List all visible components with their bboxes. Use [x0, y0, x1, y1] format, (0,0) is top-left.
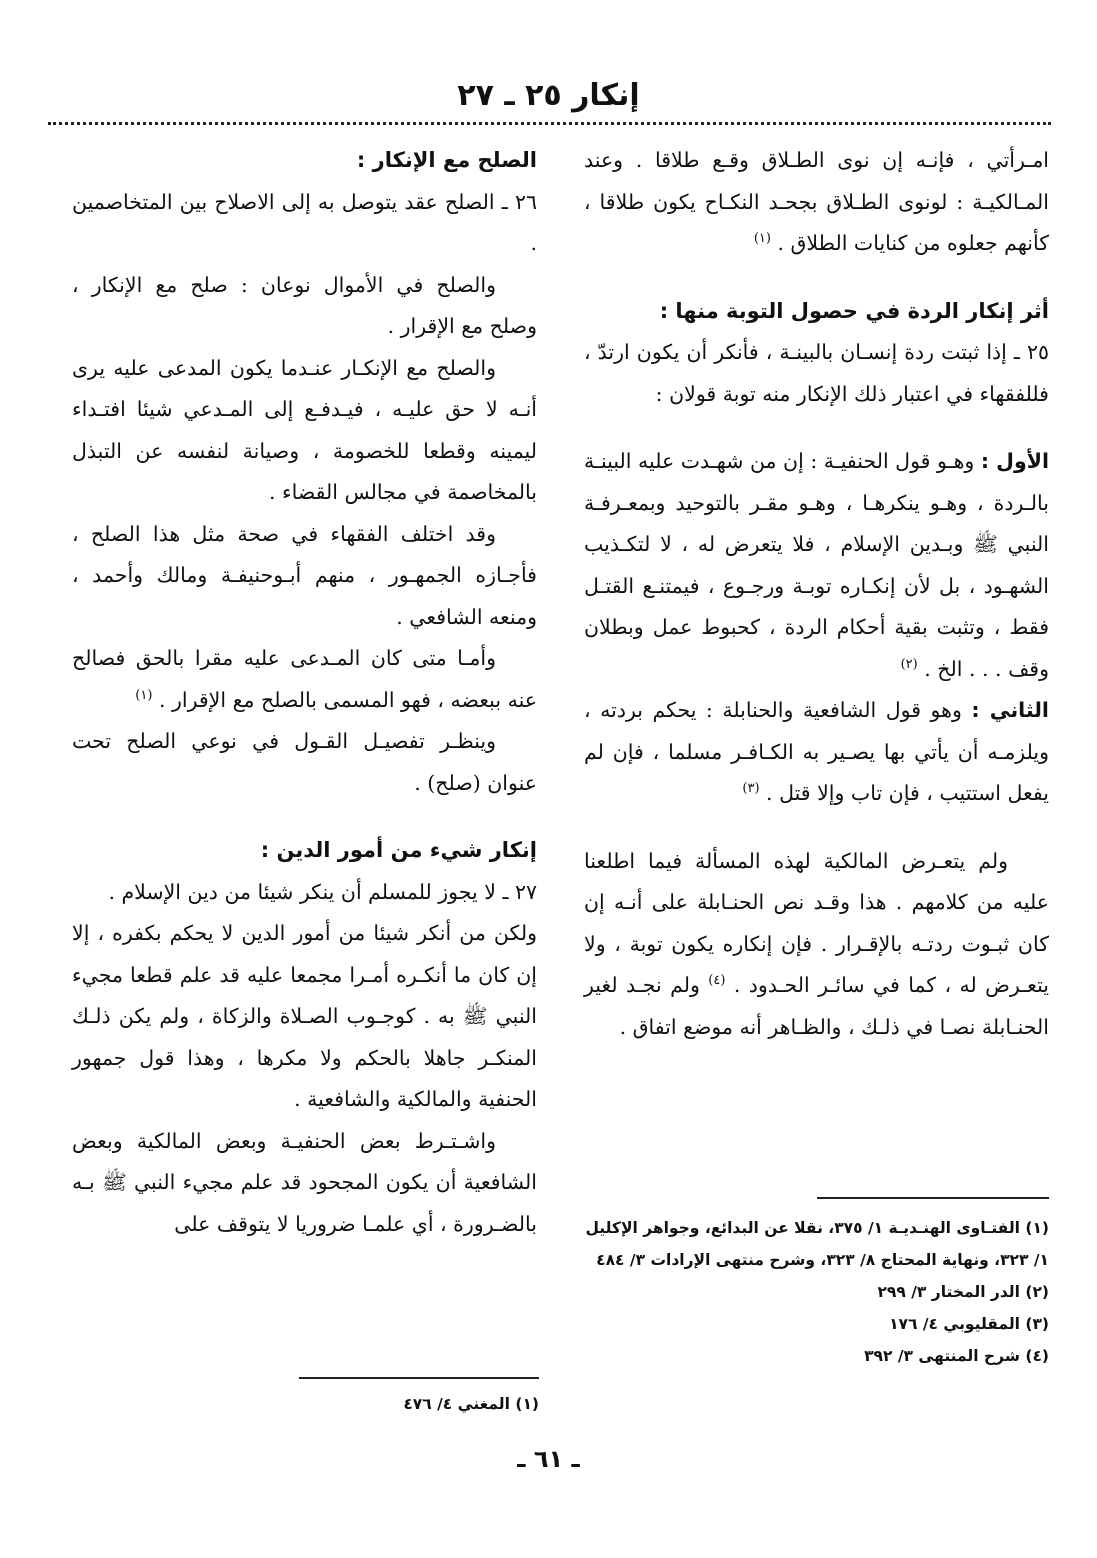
section-heading: الصلح مع الإنكار :: [356, 148, 537, 172]
footnote-ref: (١): [135, 687, 153, 703]
paragraph: [584, 841, 1049, 1049]
footnote: (٢) الدر المختار ٣/ ٢٩٩: [877, 1283, 1049, 1301]
opinion-label: الثاني :: [971, 698, 1049, 722]
paragraph: واشـتـرط بعض الحنفيـة وبعض المالكية وبعض الشافعية أن يكون المجحود قد علم مجيء النبي ﷺ بـه بالضـرورة ، أي علمـا ضروريا لا يتوقف على: [72, 1128, 537, 1236]
page-number: ـ ٦١ ـ: [517, 1445, 580, 1473]
paragraph: [72, 638, 537, 721]
paragraph-text: ولم يتعـرض المالكية لهذه المسألة فيما اطلعنا عليه من كلامهم . هذا وقـد نص الحنـابلة على أنـه إن كان ثبـوت ردتـه بالإقـرار . فإن إنكاره يكون توبة ، ولا يتعـرض له ، كما في سائـر الحـدود .: [584, 848, 1049, 997]
footnote-rule: [299, 1377, 539, 1379]
paragraph: [584, 441, 1049, 690]
paragraph: [584, 140, 1049, 265]
footnote-ref: (١): [753, 231, 771, 247]
footnote: (١) الفتـاوى الهنـديـة ١/ ٣٧٥، نقلا عن البدائع، وجواهر الإكليل ١/ ٣٢٣، ونهاية المحتاج ٨/ ٣٢٣، وشرح منتهى الإرادات ٣/ ٤٨٤: [585, 1219, 1049, 1269]
footnotes-right: [579, 1212, 1049, 1372]
paragraph: ٢٧ ـ لا يجوز للمسلم أن ينكر شيئا من دين الإسلام .: [108, 879, 537, 904]
paragraph: ولكن من أنكر شيئا من أمور الدين لا يحكم بكفره ، إلا إن كان ما أنكـره أمـرا مجمعا عليه قد علم قطعا مجيء النبي ﷺ به . كوجـوب الصـلاة والزكاة ، ولم يكن ذلـك المنكـر جاهلا بالحكم ولا مكرها ، وهذا قول جمهور الحنفية والمالكية والشافعية .: [72, 921, 537, 1111]
footnotes-left: [69, 1388, 539, 1420]
paragraph: والصلح في الأموال نوعان : صلح مع الإنكار ، وصلح مع الإقرار .: [72, 272, 537, 338]
paragraph-text: وأمـا متى كان المـدعى عليه مقرا بالحق فصالح عنه ببعضه ، فهو المسمى بالصلح مع الإقرار .: [72, 646, 537, 712]
footnote: (٣) المقليوبي ٤/ ١٧٦: [889, 1315, 1049, 1333]
footnote: (١) المغني ٤/ ٤٧٦: [403, 1395, 539, 1413]
paragraph: ٢٥ ـ إذا ثبتت ردة إنسـان بالبينـة ، فأنكر أن يكون ارتدّ ، فللفقهاء في اعتبار ذلك الإنكار منه توبة قولان :: [584, 340, 1049, 406]
paragraph: ٢٦ ـ الصلح عقد يتوصل به إلى الاصلاح بين المتخاصمين .: [72, 189, 537, 255]
footnote-ref: (٢): [900, 656, 918, 672]
paragraph-text: امـرأتي ، فإنـه إن نوى الطـلاق وقـع طلاقا . وعند المـالكيـة : لونوى الطـلاق بجحـد النكـاح يكون طلاقا ، كأنهم جعلوه من كنايات الطلاق .: [584, 148, 1049, 255]
footnote-ref: (٣): [742, 781, 760, 797]
left-column: [72, 140, 537, 1245]
footnote-rule: [817, 1197, 1049, 1199]
footnote: (٤) شرح المنتهى ٣/ ٣٩٢: [864, 1347, 1049, 1365]
paragraph-text: وهـو قول الحنفيـة : إن من شهـدت عليه البينـة بالـردة ، وهـو ينكرهـا ، وهـو مقـر بالتوحيد وبمعـرفـة النبي ﷺ وبـدين الإسلام ، فلا يتعرض له ، لا لتكـذيب الشهـود ، بل لأن إنكـاره توبـة ورجـوع ، فيمتنـع القتـل فقط ، وتثبت بقية أحكام الردة ، كحبوط عمل وبطلان وقف . . . الخ .: [584, 449, 1049, 681]
running-title: إنكار ٢٥ ـ ٢٧: [457, 78, 640, 113]
section-heading: إنكار شيء من أمور الدين :: [260, 838, 537, 862]
paragraph: [584, 690, 1049, 815]
paragraph-text: وهو قول الشافعية والحنابلة : يحكم بردته ، ويلزمـه أن يأتي بها يصـير به الكـافـر مسلما ، فإن لم يفعل استتيب ، فإن تاب وإلا قتل .: [584, 698, 1049, 805]
section-heading: أثر إنكار الردة في حصول التوبة منها :: [659, 298, 1049, 323]
footnote-ref: (٤): [708, 973, 726, 989]
paragraph: وينظـر تفصيـل القـول في نوعي الصلح تحت عنوان (صلح) .: [72, 729, 537, 795]
right-column: [584, 140, 1049, 1048]
paragraph-text: ولم نجـد لغير الحنـابلة نصـا في ذلـك ، والظـاهر أنه موضع اتفاق .: [584, 973, 1049, 1039]
paragraph: وقد اختلف الفقهاء في صحة مثل هذا الصلح ، فأجـازه الجمهـور ، منهم أبـوحنيفـة ومالك وأحمد ، ومنعه الشافعي .: [72, 521, 537, 629]
header-dotted-rule: [48, 122, 1051, 125]
opinion-label: الأول :: [980, 449, 1049, 473]
paragraph: والصلح مع الإنكـار عنـدما يكون المدعى عليه يرى أنـه لا حق عليـه ، فيـدفـع إلى المـدعي شيئا افتـداء ليمينه وقطعا للخصومة ، وصيانة لنفسه عن التبذل بالمخاصمة في مجالس القضاء .: [72, 355, 537, 504]
